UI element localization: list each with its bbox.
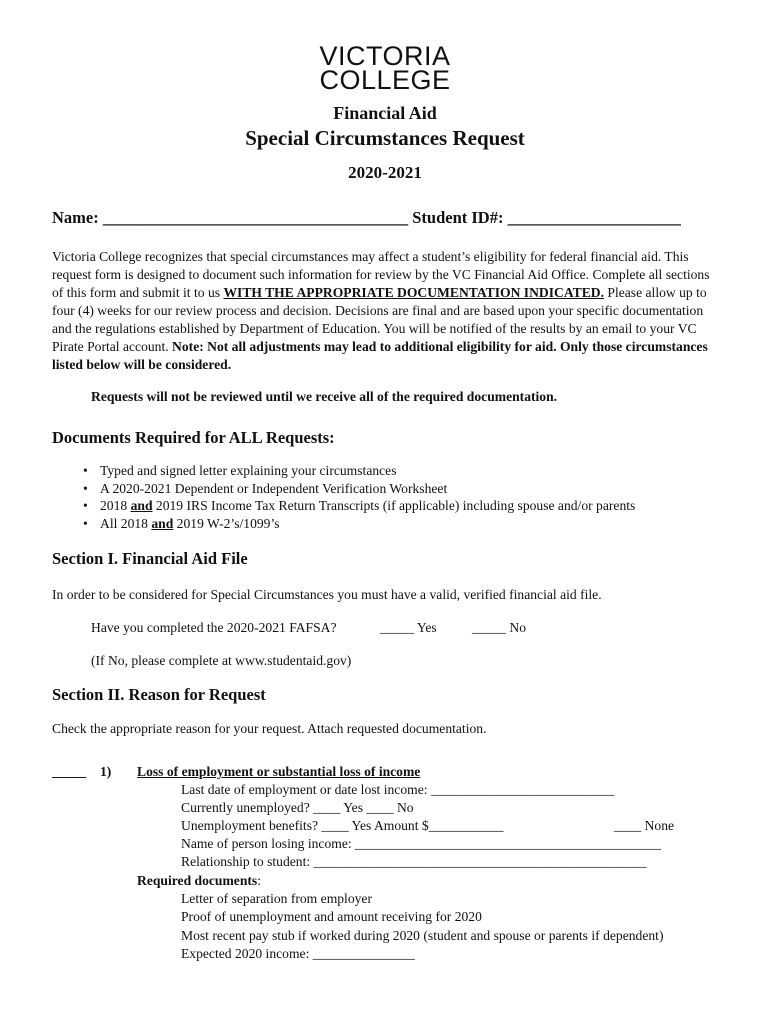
documentation-emphasis: WITH THE APPROPRIATE DOCUMENTATION INDICATED. [223,285,604,300]
reason-1-title: Loss of employment or substantial loss of income [137,764,421,779]
fafsa-no-option[interactable]: _____ No [472,620,526,635]
academic-year: 2020-2021 [348,163,422,182]
unemployment-benefits-field[interactable]: Unemployment benefits? ____ Yes Amount $___________ [181,818,504,833]
documents-heading: Documents Required for ALL Requests: [52,428,335,447]
fafsa-hint: (If No, please complete at www.studentaid.gov) [91,653,352,668]
student-id-label: Student ID#: [412,208,504,227]
required-doc-3: Most recent pay stub if worked during 2020 (student and spouse or parents if dependent) [181,928,664,943]
required-doc-2: Proof of unemployment and amount receiving for 2020 [181,909,482,924]
reason-1-number: 1) [100,764,112,779]
currently-unemployed-field[interactable]: Currently unemployed? ____ Yes ____ No [181,800,414,815]
intro-text-1: Victoria College recognizes that special circumstances may affect a student’s eligibility for federal financial aid. This request form is designed to document such information for review by the VC Financial Aid Office. Complete all sections of this form and submit it to us [52,249,710,300]
reason-1-checkbox[interactable]: _____ [52,764,86,779]
expected-income-field[interactable]: Expected 2020 income: _______________ [181,946,415,961]
name-field[interactable]: _____________________________________ [102,208,409,227]
person-losing-income-field[interactable]: Name of person losing income: _____________________________________________ [181,836,661,851]
benefits-none-option[interactable]: ____ None [614,818,675,833]
section-2-text: Check the appropriate reason for your request. Attach requested documentation. [52,721,487,736]
college-logo [0,41,770,95]
section-1-heading: Section I. Financial Aid File [52,549,248,568]
fafsa-question: Have you completed the 2020-2021 FAFSA? [91,620,337,635]
list-item: • Typed and signed letter explaining your circumstances [100,462,635,480]
required-documents-label: Required documents: [137,873,261,888]
logo-line-2: COLLEGE [319,65,451,95]
name-id-line [52,208,681,228]
student-id-field[interactable]: _____________________ [507,208,681,227]
last-employment-date-field[interactable]: Last date of employment or date lost income: ___________________________ [181,782,615,797]
department-title: Financial Aid [333,103,437,123]
list-item: • 2018 and 2019 IRS Income Tax Return Transcripts (if applicable) including spouse and/or parents [100,497,635,515]
required-doc-1: Letter of separation from employer [181,891,372,906]
intro-paragraph [52,248,722,374]
logo-line-1: VICTORIA [319,41,451,71]
section-1-text: In order to be considered for Special Circumstances you must have a valid, verified financial aid file. [52,587,602,602]
list-item: • A 2020-2021 Dependent or Independent Verification Worksheet [100,480,635,498]
intro-note: Note: Not all adjustments may lead to additional eligibility for aid. Only those circumstances listed below will be considered. [52,339,708,372]
section-2-heading: Section II. Reason for Request [52,685,266,704]
form-title: Special Circumstances Request [245,126,525,150]
documents-list [100,462,635,532]
intro-text-2: Please allow up to four (4) weeks for our review process and decision. Decisions are final and are based upon your specific documentation and the regulations established by Department of Education. You will be notified of the results by an email to your VC Pirate Portal account. [52,285,707,354]
list-item: • All 2018 and 2019 W-2’s/1099’s [100,515,635,533]
fafsa-yes-option[interactable]: _____ Yes [380,620,437,635]
review-notice: Requests will not be reviewed until we receive all of the required documentation. [91,389,558,404]
name-label: Name: [52,208,99,227]
relationship-field[interactable]: Relationship to student: _________________________________________________ [181,854,647,869]
